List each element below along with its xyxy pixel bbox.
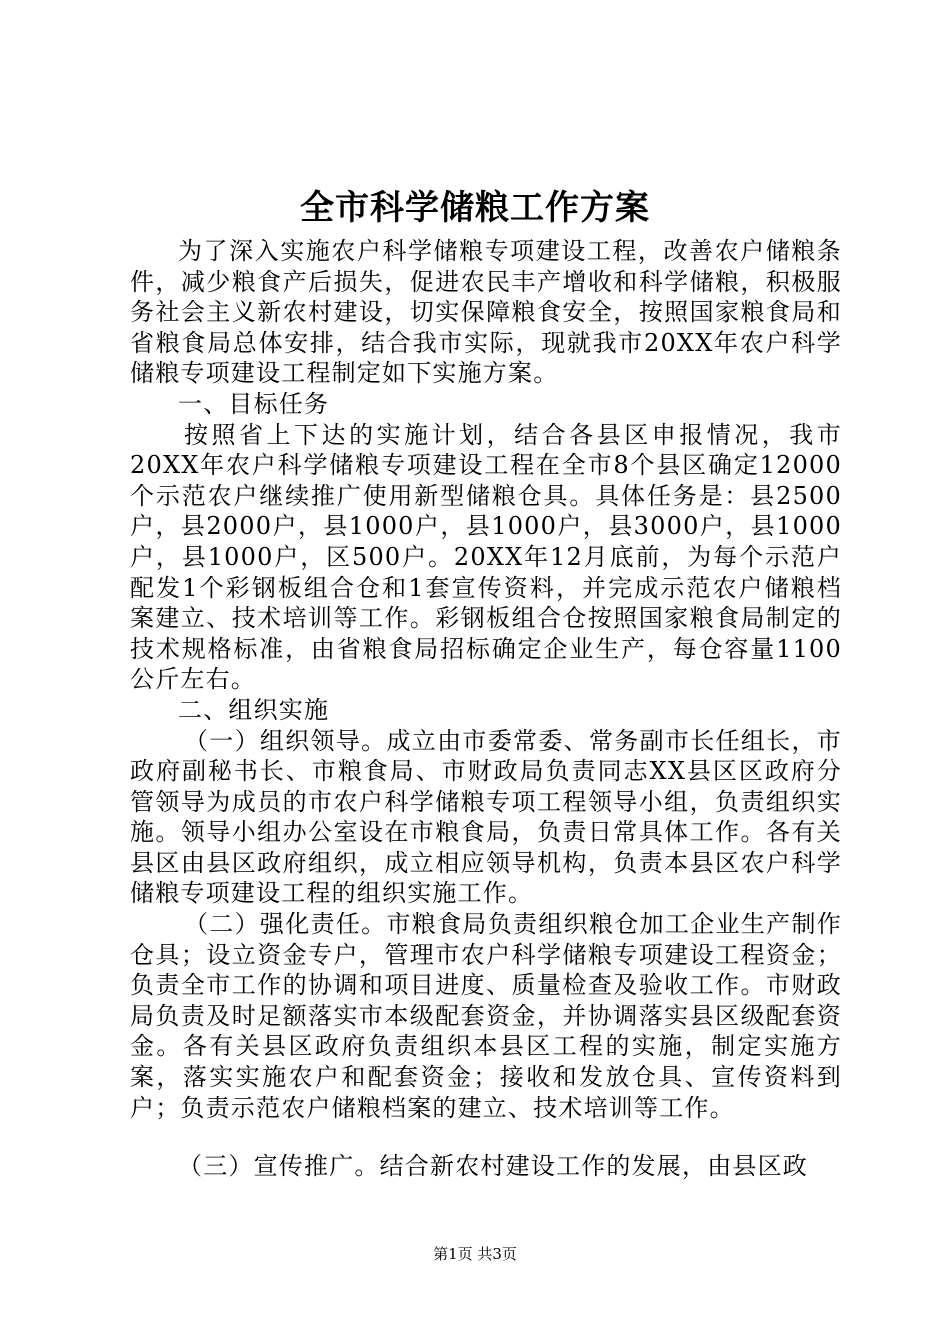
intro-paragraph: 为了深入实施农户科学储粮专项建设工程，改善农户储粮条件，减少粮食产后损失，促进农民丰产增收和科学储粮，积极服务社会主义新农村建设，切实保障粮食安全，按照国家粮食局和省粮食局总体安排，结合我市实际，现就我市20XX年农户科学储粮专项建设工程制定如下实施方案。 — [130, 237, 842, 388]
responsibility-paragraph: （二）强化责任。市粮食局负责组织粮仓加工企业生产制作仓具；设立资金专户，管理市农户科学储粮专项建设工程资金；负责全市工作的协调和项目进度、质量检查及验收工作。市财政局负责及时足额落实市本级配套资金，并协调落实县区级配套资金。各有关县区政府负责组织本县区工程的实施，制定实施方案，落实实施农户和配套资金；接收和发放仓具、宣传资料到户；负责示范农户储粮档案的建立、技术培训等工作。 — [130, 910, 842, 1122]
section-heading-targets: 一、目标任务 — [178, 389, 330, 418]
promotion-paragraph: （三）宣传推广。结合新农村建设工作的发展，由县区政 — [178, 1152, 808, 1181]
document-title: 全市科学储粮工作方案 — [300, 188, 650, 228]
section-heading-organization: 二、组织实施 — [178, 695, 330, 724]
page-number-footer: 第1页 共3页 — [433, 1245, 517, 1263]
document-body — [130, 236, 842, 1182]
paragraph-gap — [130, 1123, 842, 1151]
leadership-paragraph: （一）组织领导。成立由市委常委、常务副市长任组长，市政府副秘书长、市粮食局、市财政局负责同志XX县区区政府分管领导为成员的市农户科学储粮专项工程领导小组，负责组织实施。领导小组办公室设在市粮食局，负责日常具体工作。各有关县区由县区政府组织，成立相应领导机构，负责本县区农户科学储粮专项建设工程的组织实施工作。 — [130, 726, 842, 908]
targets-paragraph: 按照省上下达的实施计划，结合各县区申报情况，我市20XX年农户科学储粮专项建设工程在全市8个县区确定12000个示范农户继续推广使用新型储粮仓具。具体任务是：县2500户，县2000户，县1000户，县1000户，县3000户，县1000户，县1000户，区500户。20XX年12月底前，为每个示范户配发1个彩钢板组合仓和1套宣传资料，并完成示范农户储粮档案建立、技术培训等工作。彩钢板组合仓按照国家粮食局制定的技术规格标准，由省粮食局招标确定企业生产，每仓容量1100公斤左右。 — [130, 420, 842, 694]
